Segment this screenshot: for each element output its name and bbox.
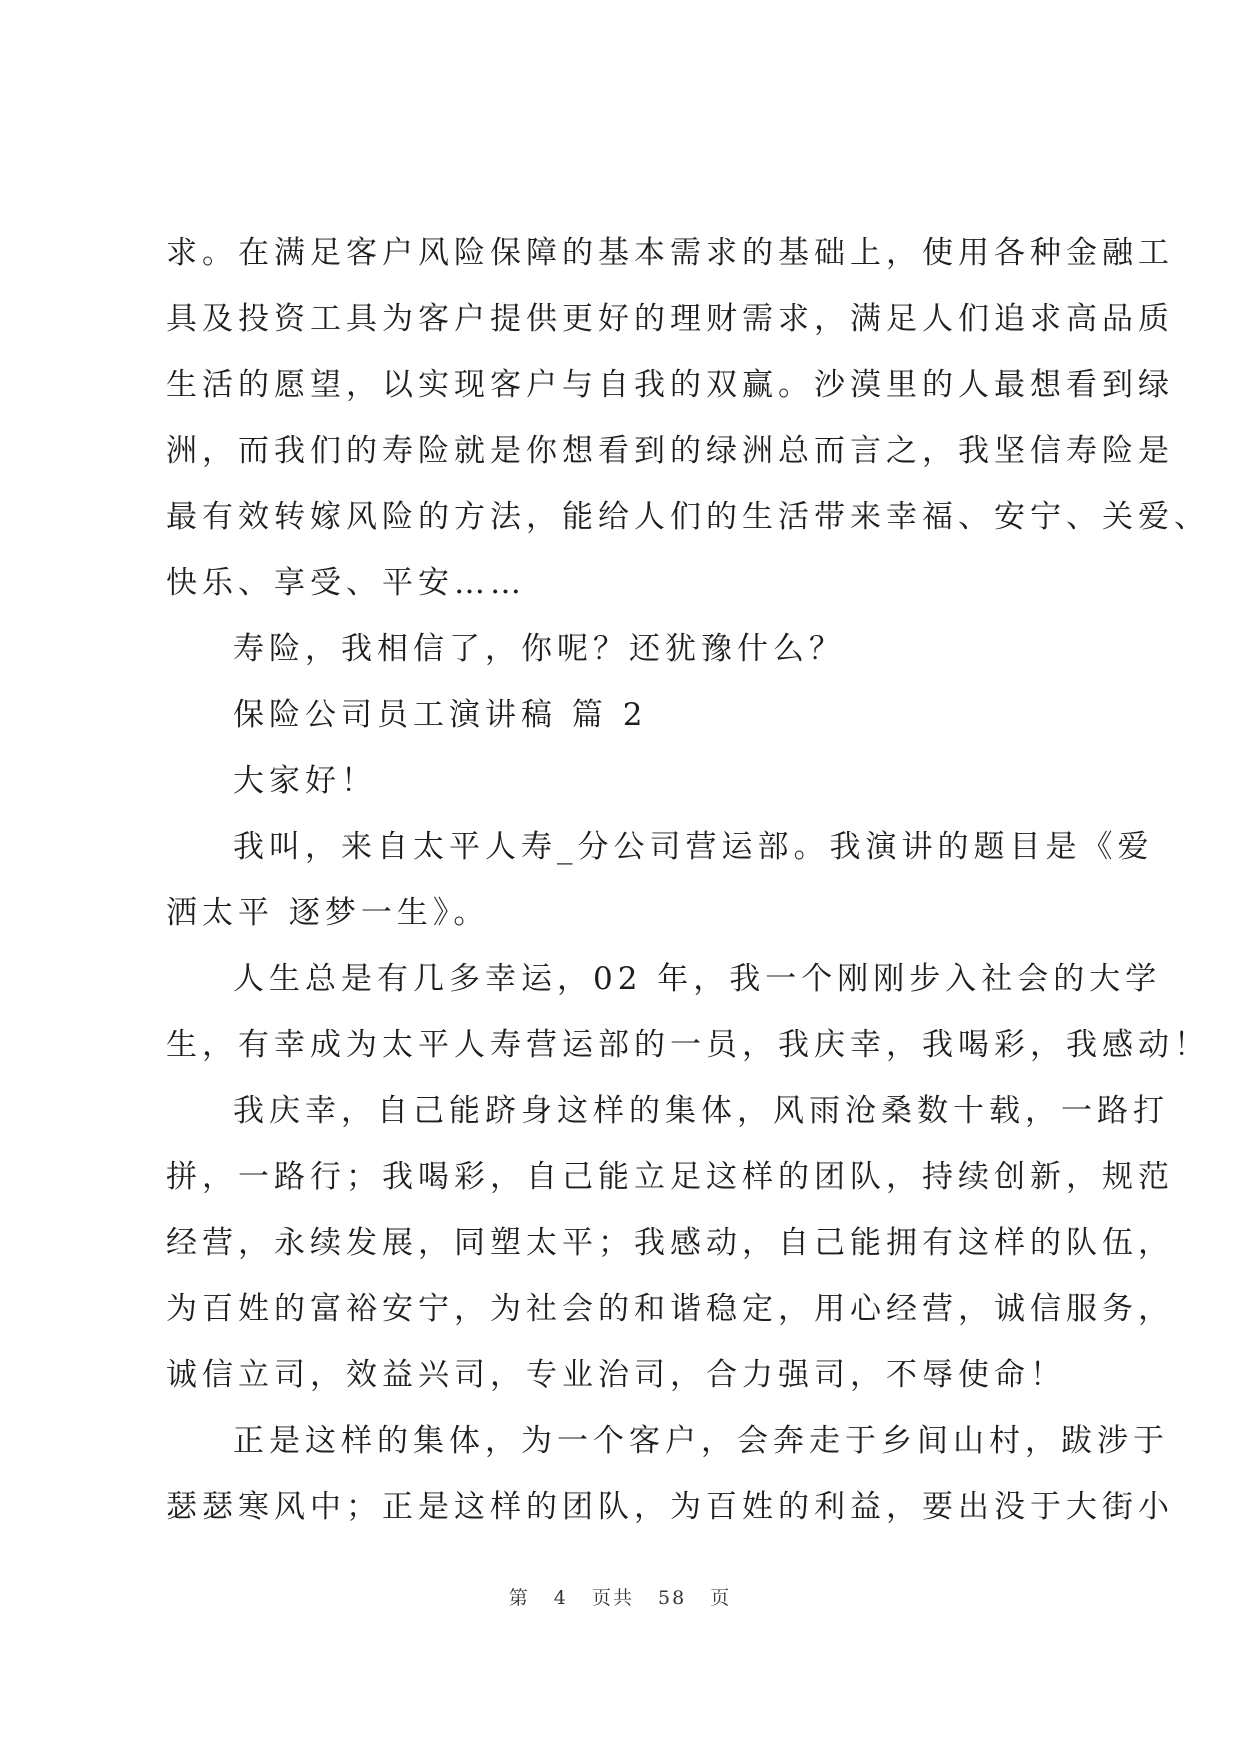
text-line: 快乐、享受、平安…… [166,565,526,601]
text-line: 寿险，我相信了，你呢？还犹豫什么？ [233,631,845,667]
text-line: 我叫，来自太平人寿_分公司营运部。我演讲的题目是《爱 [233,829,1154,865]
text-line: 人生总是有几多幸运，02 年，我一个刚刚步入社会的大学 [233,961,1162,997]
page-label-suffix: 页 [710,1587,732,1609]
text-line: 洲，而我们的寿险就是你想看到的绿洲总而言之，我坚信寿险是 [166,433,1174,469]
page-footer [0,1583,1240,1610]
text-line: 我庆幸，自己能跻身这样的集体，风雨沧桑数十载，一路打 [233,1093,1169,1129]
total-page-number: 58 [658,1587,687,1609]
text-line: 生活的愿望，以实现客户与自我的双赢。沙漠里的人最想看到绿 [166,367,1174,403]
text-line: 正是这样的集体，为一个客户，会奔走于乡间山村，跋涉于 [233,1423,1169,1459]
text-line: 拼，一路行；我喝彩，自己能立足这样的团队，持续创新，规范 [166,1159,1174,1195]
text-line: 诚信立司，效益兴司，专业治司，合力强司，不辱使命！ [166,1357,1066,1393]
current-page-number: 4 [553,1587,568,1609]
greeting-line: 大家好！ [233,763,377,799]
text-line: 生，有幸成为太平人寿营运部的一员，我庆幸，我喝彩，我感动！ [166,1027,1210,1063]
text-line: 洒太平 逐梦一生》。 [166,895,490,931]
page-label-mid: 页共 [591,1587,634,1609]
text-line: 瑟瑟寒风中；正是这样的团队，为百姓的利益，要出没于大街小 [166,1489,1174,1525]
text-line: 经营，永续发展，同塑太平；我感动，自己能拥有这样的队伍， [166,1225,1174,1261]
text-line: 具及投资工具为客户提供更好的理财需求，满足人们追求高品质 [166,301,1174,337]
page-label-prefix: 第 [508,1587,530,1609]
text-line: 求。在满足客户风险保障的基本需求的基础上，使用各种金融工 [166,235,1174,271]
section-heading: 保险公司员工演讲稿 篇 2 [233,697,648,733]
text-line: 最有效转嫁风险的方法，能给人们的生活带来幸福、安宁、关爱、 [166,499,1210,535]
document-body [166,220,1210,1540]
text-line: 为百姓的富裕安宁，为社会的和谐稳定，用心经营，诚信服务， [166,1291,1174,1327]
